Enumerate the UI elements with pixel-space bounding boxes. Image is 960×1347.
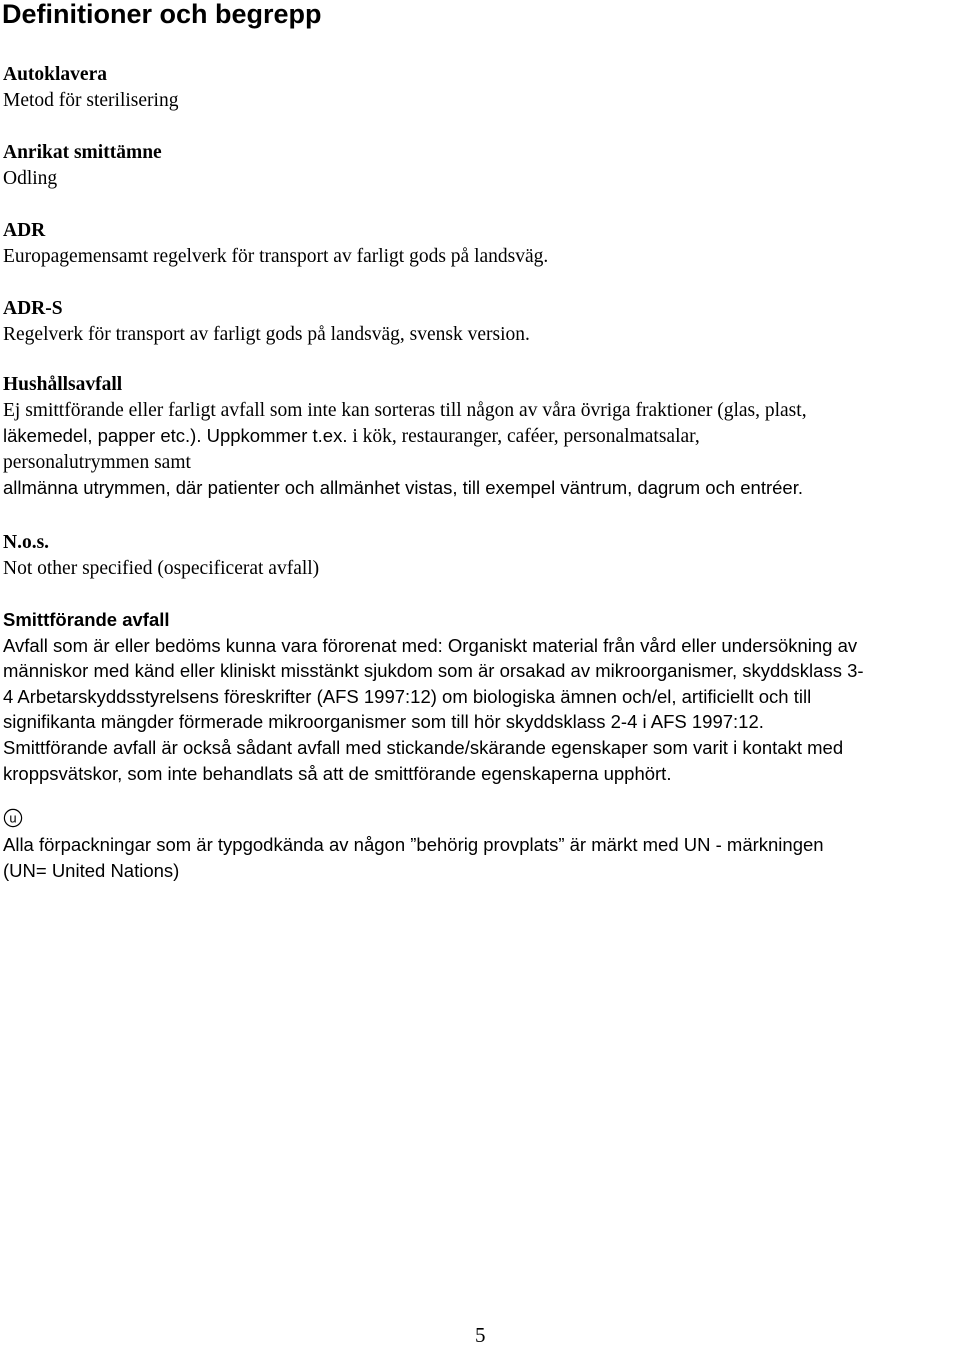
page-title: Definitioner och begrepp [2,0,322,29]
definition-nos [3,530,959,581]
definition-text-segment: läkemedel, papper etc.). Uppkommer t.ex. [3,425,348,447]
definition-autoklavera [3,62,959,113]
term-adr-s: ADR-S [3,298,63,319]
definition-text-line: personalutrymmen samt [3,451,191,473]
page-number: 5 [475,1323,486,1347]
note-text-line: Alla förpackningar som är typgodkända av någon ”behörig provplats” är märkt med UN - märkningen [3,834,824,855]
un-mark-icon [3,808,23,828]
definition-text-line [3,423,959,450]
term-smittforande-avfall: Smittförande avfall [3,609,170,630]
definition-text: Metod för sterilisering [3,89,179,111]
definition-text-line: allmänna utrymmen, där patienter och allmänhet vistas, till exempel väntrum, dagrum och entréer. [3,477,803,499]
un-mark-letter: u [9,810,17,826]
definition-anrikat-smittamne [3,140,959,191]
definition-text-line: 4 Arbetarskyddsstyrelsens föreskrifter (AFS 1997:12) om biologiska ämnen och/el, artificiellt och till [3,685,812,707]
definition-adr [3,218,959,269]
definition-adr-s [3,296,959,347]
definition-text-line: Smittförande avfall är också sådant avfall med stickande/skärande egenskaper som varit i kontakt med [3,736,844,758]
definition-text-line: kroppsvätskor, som inte behandlats så att de smittförande egenskaperna upphört. [3,762,672,784]
term-anrikat-smittamne: Anrikat smittämne [3,142,162,163]
definition-smittforande-avfall [3,607,959,786]
term-adr: ADR [3,220,46,241]
note-text-line: (UN= United Nations) [3,859,180,881]
definition-text: Europagemensamt regelverk för transport av farligt gods på landsväg. [3,245,549,267]
definition-text: Regelverk för transport av farligt gods på landsväg, svensk version. [3,323,530,345]
definition-text-line: Avfall som är eller bedöms kunna vara förorenat med: Organiskt material från vård eller undersökning av [3,634,858,656]
definition-text-line: människor med känd eller kliniskt misstänkt sjukdom som är orsakad av mikroorganismer, skyddsklass 3- [3,660,864,682]
un-marking-note [3,832,959,883]
definition-text: Odling [3,167,58,189]
term-autoklavera: Autoklavera [3,64,107,85]
definition-text-line: signifikanta mängder förmerade mikroorganismer som till hör skyddsklass 2-4 i AFS 1997:12. [3,711,764,733]
term-hushallsavfall: Hushållsavfall [3,374,123,395]
definition-text: Not other specified (ospecificerat avfall) [3,557,320,579]
definition-hushallsavfall [3,372,959,501]
definition-text-segment: i kök, restauranger, caféer, personalmatsalar, [347,426,700,448]
definition-text-line: Ej smittförande eller farligt avfall som inte kan sorteras till någon av våra övriga fraktioner (glas, plast, [3,399,807,421]
term-nos: N.o.s. [3,532,50,553]
